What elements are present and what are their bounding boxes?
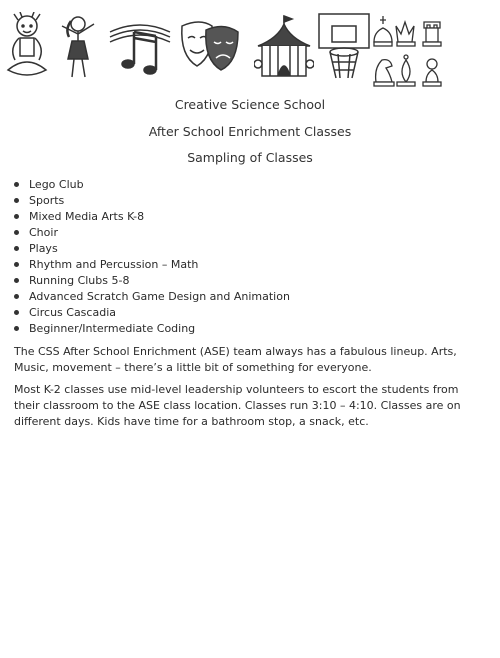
bullet-icon: [14, 230, 19, 235]
meditating-child-icon: [4, 12, 50, 82]
class-list: [14, 177, 290, 337]
basketball-hoop-icon: [316, 12, 372, 82]
bullet-icon: [14, 326, 19, 331]
list-item-label: Lego Club: [29, 178, 84, 191]
bullet-icon: [14, 246, 19, 251]
bullet-icon: [14, 262, 19, 267]
list-item: [14, 241, 290, 257]
list-item-label: Sports: [29, 194, 65, 207]
list-item: [14, 305, 290, 321]
bullet-icon: [14, 182, 19, 187]
bullet-icon: [14, 214, 19, 219]
dancing-girl-icon: [58, 12, 98, 82]
list-item: [14, 257, 290, 273]
circus-tent-icon: [254, 12, 314, 82]
theater-masks-icon: [178, 12, 242, 82]
bullet-icon: [14, 278, 19, 283]
list-item-label: Advanced Scratch Game Design and Animation: [29, 290, 290, 303]
chess-pieces-icon: [372, 12, 452, 90]
list-item-label: Rhythm and Percussion – Math: [29, 258, 199, 271]
school-title: Creative Science School: [174, 97, 326, 112]
list-item-label: Choir: [29, 226, 58, 239]
list-item-label: Circus Cascadia: [29, 306, 116, 319]
list-item: [14, 225, 290, 241]
list-item: [14, 209, 290, 225]
list-item: [14, 177, 290, 193]
clipart-banner: [0, 12, 500, 92]
intro-paragraph: The CSS After School Enrichment (ASE) team always has a fabulous lineup. Arts, Music, movement – there’s a little bit of something for everyone.: [14, 345, 457, 374]
music-notes-icon: [108, 12, 172, 82]
list-item-label: Plays: [29, 242, 58, 255]
list-item-label: Mixed Media Arts K-8: [29, 210, 145, 223]
list-item: [14, 289, 290, 305]
bullet-icon: [14, 198, 19, 203]
program-subtitle: After School Enrichment Classes: [148, 124, 352, 139]
list-item: [14, 321, 290, 337]
list-item: [14, 273, 290, 289]
logistics-paragraph: Most K-2 classes use mid-level leadership volunteers to escort the students from their classroom to the ASE class location. Classes run 3:10 – 4:10. Classes are on different days. Kids have time for a bathroom stop, a snack, etc.: [14, 383, 461, 428]
bullet-icon: [14, 294, 19, 299]
bullet-icon: [14, 310, 19, 315]
section-title: Sampling of Classes: [187, 150, 313, 165]
list-item-label: Beginner/Intermediate Coding: [29, 322, 196, 335]
list-item: [14, 193, 290, 209]
list-item-label: Running Clubs 5-8: [29, 274, 130, 287]
